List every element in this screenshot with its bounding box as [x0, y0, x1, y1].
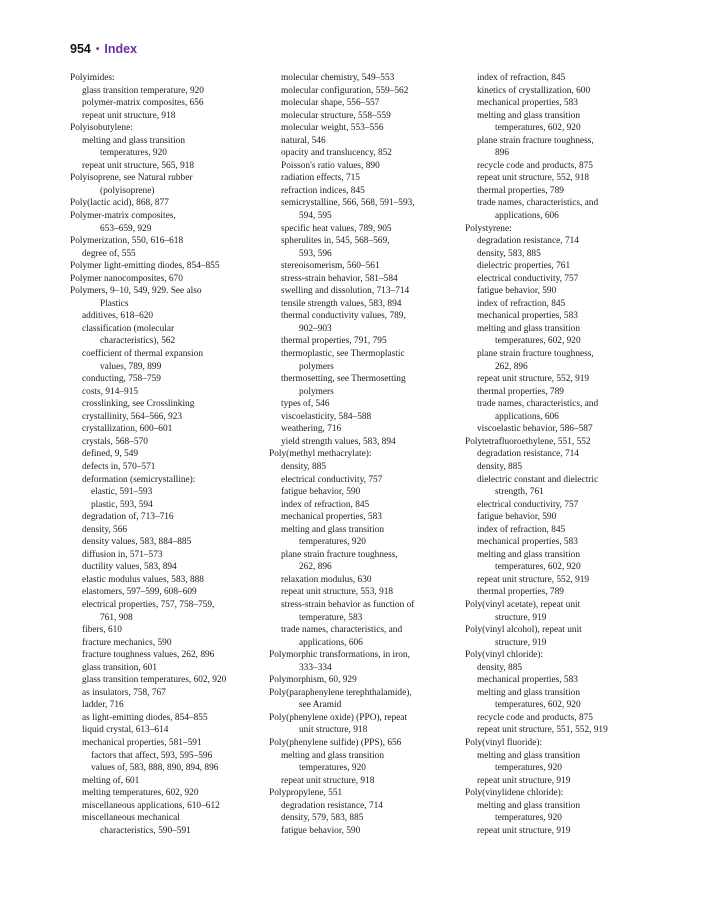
index-subentry: fatigue behavior, 590	[477, 286, 557, 297]
index-subentry: density, 885	[477, 662, 523, 673]
index-heading: Polystyrene:	[465, 223, 512, 234]
index-subentry: structure, 919	[495, 612, 547, 623]
index-column-3	[465, 72, 675, 837]
index-subentry: natural, 546	[281, 135, 326, 146]
index-subentry: polymers	[299, 361, 334, 372]
index-subentry: fatigue behavior, 590	[281, 487, 361, 498]
index-subentry: semicrystalline, 566, 568, 591–593,	[281, 198, 415, 209]
index-subentry: fatigue behavior, 590	[477, 512, 557, 523]
index-subentry: plane strain fracture toughness,	[477, 135, 594, 146]
index-heading: Poly(phenylene sulfide) (PPS), 656	[269, 737, 402, 748]
index-subentry: yield strength values, 583, 894	[281, 436, 396, 447]
index-subentry: molecular configuration, 559–562	[281, 85, 409, 96]
index-subentry: 896	[495, 148, 510, 159]
index-subentry: electrical conductivity, 757	[477, 499, 579, 510]
index-subentry: viscoelasticity, 584–588	[281, 411, 372, 422]
index-subentry: relaxation modulus, 630	[281, 574, 372, 585]
section-title: Index	[104, 42, 138, 56]
index-heading: Polyisobutylene:	[70, 123, 133, 134]
index-subentry: stress-strain behavior, 581–584	[281, 273, 398, 284]
index-heading: Polymerization, 550, 616–618	[70, 236, 184, 247]
index-subentry: repeat unit structure, 552, 919	[477, 574, 590, 585]
index-heading: Polymer-matrix composites,	[70, 211, 176, 222]
index-subentry: crystals, 568–570	[82, 436, 148, 447]
index-subentry: kinetics of crystallization, 600	[477, 85, 591, 96]
index-subentry: glass transition temperatures, 602, 920	[82, 675, 227, 686]
index-subentry: temperatures, 602, 920	[495, 700, 581, 711]
index-subentry: ladder, 716	[82, 700, 124, 711]
index-subentry: weathering, 716	[281, 424, 342, 435]
index-subentry: coefficient of thermal expansion	[82, 349, 203, 360]
index-subentry: thermosetting, see Thermosetting	[281, 374, 406, 385]
index-subentry: 761, 908	[100, 612, 133, 623]
index-subentry: temperatures, 602, 920	[495, 336, 581, 347]
index-subentry: repeat unit structure, 565, 918	[82, 160, 195, 171]
index-subentry: fatigue behavior, 590	[281, 825, 361, 836]
index-subentry: glass transition temperature, 920	[82, 85, 204, 96]
index-subentry: spherulites in, 545, 568–569,	[281, 236, 390, 247]
index-subentry: crystallinity, 564–566, 923	[82, 411, 183, 422]
index-subentry: density, 579, 583, 885	[281, 813, 364, 824]
index-subentry: miscellaneous applications, 610–612	[82, 800, 220, 811]
index-subentry: strength, 761	[495, 487, 544, 498]
index-subentry: characteristics, 590–591	[100, 825, 191, 836]
index-subentry: trade names, characteristics, and	[477, 399, 599, 410]
page-header	[70, 41, 137, 59]
index-heading: Polymer light-emitting diodes, 854–855	[70, 261, 220, 272]
index-subentry: repeat unit structure, 919	[477, 825, 571, 836]
index-subentry: molecular structure, 558–559	[281, 110, 391, 121]
index-subentry: index of refraction, 845	[281, 499, 370, 510]
index-subentry: index of refraction, 845	[477, 73, 566, 83]
index-subentry: plane strain fracture toughness,	[477, 349, 594, 360]
index-subentry: mechanical properties, 583	[477, 675, 578, 686]
index-subentry: dielectric constant and dielectric	[477, 474, 599, 485]
index-subentry: recycle code and products, 875	[477, 160, 593, 171]
index-subentry: elastic, 591–593	[91, 487, 153, 498]
index-subentry: refraction indices, 845	[281, 185, 365, 196]
index-subentry: repeat unit structure, 918	[82, 110, 176, 121]
index-subentry: temperatures, 602, 920	[495, 562, 581, 573]
index-subentry: mechanical properties, 583	[477, 311, 578, 322]
index-subentry: costs, 914–915	[82, 386, 139, 397]
index-subentry: temperatures, 920	[299, 763, 366, 774]
index-heading: Polyimides:	[70, 73, 115, 83]
index-heading: Poly(lactic acid), 868, 877	[70, 198, 169, 209]
index-subentry: mechanical properties, 581–591	[82, 737, 202, 748]
index-subentry: repeat unit structure, 919	[477, 775, 571, 786]
index-subentry: molecular weight, 553–556	[281, 123, 384, 134]
index-subentry: thermal properties, 789	[477, 587, 564, 598]
index-subentry: degradation resistance, 714	[281, 800, 383, 811]
index-subentry: fibers, 610	[82, 625, 122, 636]
index-subentry: conducting, 758–759	[82, 374, 161, 385]
index-subentry: applications, 606	[495, 411, 559, 422]
index-subentry: specific heat values, 789, 905	[281, 223, 392, 234]
index-subentry: fracture mechanics, 590	[82, 637, 172, 648]
index-subentry: glass transition, 601	[82, 662, 158, 673]
index-subentry: factors that affect, 593, 595–596	[91, 750, 213, 761]
index-subentry: melting and glass transition	[477, 110, 581, 121]
index-subentry: melting of, 601	[82, 775, 140, 786]
index-subentry: structure, 919	[495, 637, 547, 648]
index-heading: Poly(vinyl fluoride):	[465, 737, 543, 748]
index-subentry: electrical conductivity, 757	[281, 474, 383, 485]
index-subentry: deformation (semicrystalline):	[82, 474, 196, 485]
index-subentry: temperatures, 920	[299, 537, 366, 548]
index-subentry: opacity and translucency, 852	[281, 148, 392, 159]
index-subentry: 262, 896	[495, 361, 528, 372]
index-subentry: index of refraction, 845	[477, 298, 566, 309]
index-subentry: melting and glass transition	[82, 135, 186, 146]
index-subentry: melting and glass transition	[477, 750, 581, 761]
index-subentry: (polyisoprene)	[100, 185, 155, 196]
index-subentry: additives, 618–620	[82, 311, 154, 322]
index-subentry: ductility values, 583, 894	[82, 562, 177, 573]
index-subentry: plastic, 593, 594	[91, 499, 153, 510]
index-subentry: diffusion in, 571–573	[82, 549, 163, 560]
index-subentry: index of refraction, 845	[477, 524, 566, 535]
index-subentry: recycle code and products, 875	[477, 712, 593, 723]
index-subentry: mechanical properties, 583	[281, 512, 382, 523]
index-heading: Poly(vinyl acetate), repeat unit	[465, 599, 581, 610]
index-subentry: trade names, characteristics, and	[281, 625, 403, 636]
index-subentry: 902–903	[299, 323, 332, 334]
index-subentry: see Aramid	[299, 700, 342, 711]
index-subentry: repeat unit structure, 552, 919	[477, 374, 590, 385]
index-subentry: temperatures, 920	[495, 813, 562, 824]
index-subentry: crosslinking, see Crosslinking	[82, 399, 195, 410]
index-subentry: viscoelastic behavior, 586–587	[477, 424, 593, 435]
index-subentry: density, 583, 885	[477, 248, 541, 259]
index-subentry: stress-strain behavior as function of	[281, 599, 415, 610]
index-column-2	[269, 72, 469, 837]
index-subentry: applications, 606	[495, 211, 559, 222]
index-subentry: melting and glass transition	[477, 323, 581, 334]
index-subentry: thermal properties, 789	[477, 185, 564, 196]
index-subentry: density, 885	[477, 461, 523, 472]
index-heading: Polyisoprene, see Natural rubber	[70, 173, 193, 184]
index-subentry: swelling and dissolution, 713–714	[281, 286, 410, 297]
index-heading: Polymorphic transformations, in iron,	[269, 650, 410, 661]
index-subentry: dielectric properties, 761	[477, 261, 571, 272]
index-subentry: stereoisomerism, 560–561	[281, 261, 380, 272]
index-subentry: melting and glass transition	[477, 687, 581, 698]
index-column-1	[70, 72, 270, 837]
index-subentry: as light-emitting diodes, 854–855	[82, 712, 208, 723]
index-subentry: electrical conductivity, 757	[477, 273, 579, 284]
index-subentry: melting and glass transition	[281, 750, 385, 761]
page-number: 954	[70, 42, 91, 56]
index-subentry: as insulators, 758, 767	[82, 687, 166, 698]
index-subentry: types of, 546	[281, 399, 330, 410]
index-subentry: trade names, characteristics, and	[477, 198, 599, 209]
index-heading: Polytetrafluoroethylene, 551, 552	[465, 436, 591, 447]
index-subentry: mechanical properties, 583	[477, 98, 578, 109]
header-separator: •	[95, 44, 100, 55]
index-subentry: temperatures, 920	[100, 148, 167, 159]
index-subentry: crystallization, 600–601	[82, 424, 173, 435]
index-subentry: 262, 896	[299, 562, 332, 573]
index-heading: Polymorphism, 60, 929	[269, 675, 357, 686]
index-subentry: melting temperatures, 602, 920	[82, 788, 199, 799]
index-subentry: defined, 9, 549	[82, 449, 139, 460]
index-subentry: melting and glass transition	[477, 549, 581, 560]
index-heading: Poly(methyl methacrylate):	[269, 449, 372, 460]
index-subentry: degradation of, 713–716	[82, 512, 174, 523]
index-subentry: degradation resistance, 714	[477, 449, 579, 460]
index-subentry: degradation resistance, 714	[477, 236, 579, 247]
index-subentry: polymer-matrix composites, 656	[82, 98, 204, 109]
index-subentry: degree of, 555	[82, 248, 136, 259]
index-subentry: defects in, 570–571	[82, 461, 156, 472]
index-subentry: density, 566	[82, 524, 128, 535]
index-subentry: tensile strength values, 583, 894	[281, 298, 402, 309]
index-subentry: repeat unit structure, 553, 918	[281, 587, 394, 598]
index-subentry: repeat unit structure, 551, 552, 919	[477, 725, 608, 736]
index-heading: Polypropylene, 551	[269, 788, 343, 799]
index-subentry: density values, 583, 884–885	[82, 537, 192, 548]
index-subentry: thermal properties, 789	[477, 386, 564, 397]
index-subentry: elastomers, 597–599, 608–609	[82, 587, 197, 598]
index-heading: Poly(vinyl alcohol), repeat unit	[465, 625, 582, 636]
index-subentry: thermal properties, 791, 795	[281, 336, 387, 347]
index-subentry: characteristics), 562	[100, 336, 176, 347]
index-subentry: repeat unit structure, 552, 918	[477, 173, 590, 184]
index-subentry: thermoplastic, see Thermoplastic	[281, 349, 405, 360]
index-subentry: 653–659, 929	[100, 223, 152, 234]
index-subentry: fracture toughness values, 262, 896	[82, 650, 215, 661]
index-heading: Polymer nanocomposites, 670	[70, 273, 183, 284]
index-subentry: thermal conductivity values, 789,	[281, 311, 406, 322]
index-subentry: temperatures, 602, 920	[495, 123, 581, 134]
index-subentry: applications, 606	[299, 637, 363, 648]
index-subentry: miscellaneous mechanical	[82, 813, 180, 824]
index-subentry: Plastics	[100, 298, 129, 309]
index-subentry: Poisson's ratio values, 890	[281, 160, 380, 171]
index-subentry: electrical properties, 757, 758–759,	[82, 599, 215, 610]
index-subentry: unit structure, 918	[299, 725, 368, 736]
index-heading: Poly(paraphenylene terephthalamide),	[269, 687, 412, 698]
index-subentry: liquid crystal, 613–614	[82, 725, 169, 736]
index-subentry: values of, 583, 888, 890, 894, 896	[91, 763, 219, 774]
index-subentry: 593, 596	[299, 248, 332, 259]
index-subentry: 594, 595	[299, 211, 332, 222]
index-heading: Poly(vinyl chloride):	[465, 650, 544, 661]
index-subentry: 333–334	[299, 662, 332, 673]
index-subentry: molecular chemistry, 549–553	[281, 73, 395, 83]
index-subentry: repeat unit structure, 918	[281, 775, 375, 786]
index-subentry: melting and glass transition	[281, 524, 385, 535]
index-subentry: polymers	[299, 386, 334, 397]
index-subentry: plane strain fracture toughness,	[281, 549, 398, 560]
index-subentry: molecular shape, 556–557	[281, 98, 380, 109]
index-heading: Poly(phenylene oxide) (PPO), repeat	[269, 712, 408, 723]
index-subentry: density, 885	[281, 461, 327, 472]
index-heading: Poly(vinylidene chloride):	[465, 788, 564, 799]
index-subentry: classification (molecular	[82, 323, 175, 334]
index-heading: Polymers, 9–10, 549, 929. See also	[70, 286, 202, 297]
index-subentry: temperatures, 920	[495, 763, 562, 774]
index-subentry: elastic modulus values, 583, 888	[82, 574, 204, 585]
index-subentry: values, 789, 899	[100, 361, 162, 372]
index-subentry: temperature, 583	[299, 612, 363, 623]
index-subentry: mechanical properties, 583	[477, 537, 578, 548]
index-subentry: radiation effects, 715	[281, 173, 360, 184]
index-subentry: melting and glass transition	[477, 800, 581, 811]
